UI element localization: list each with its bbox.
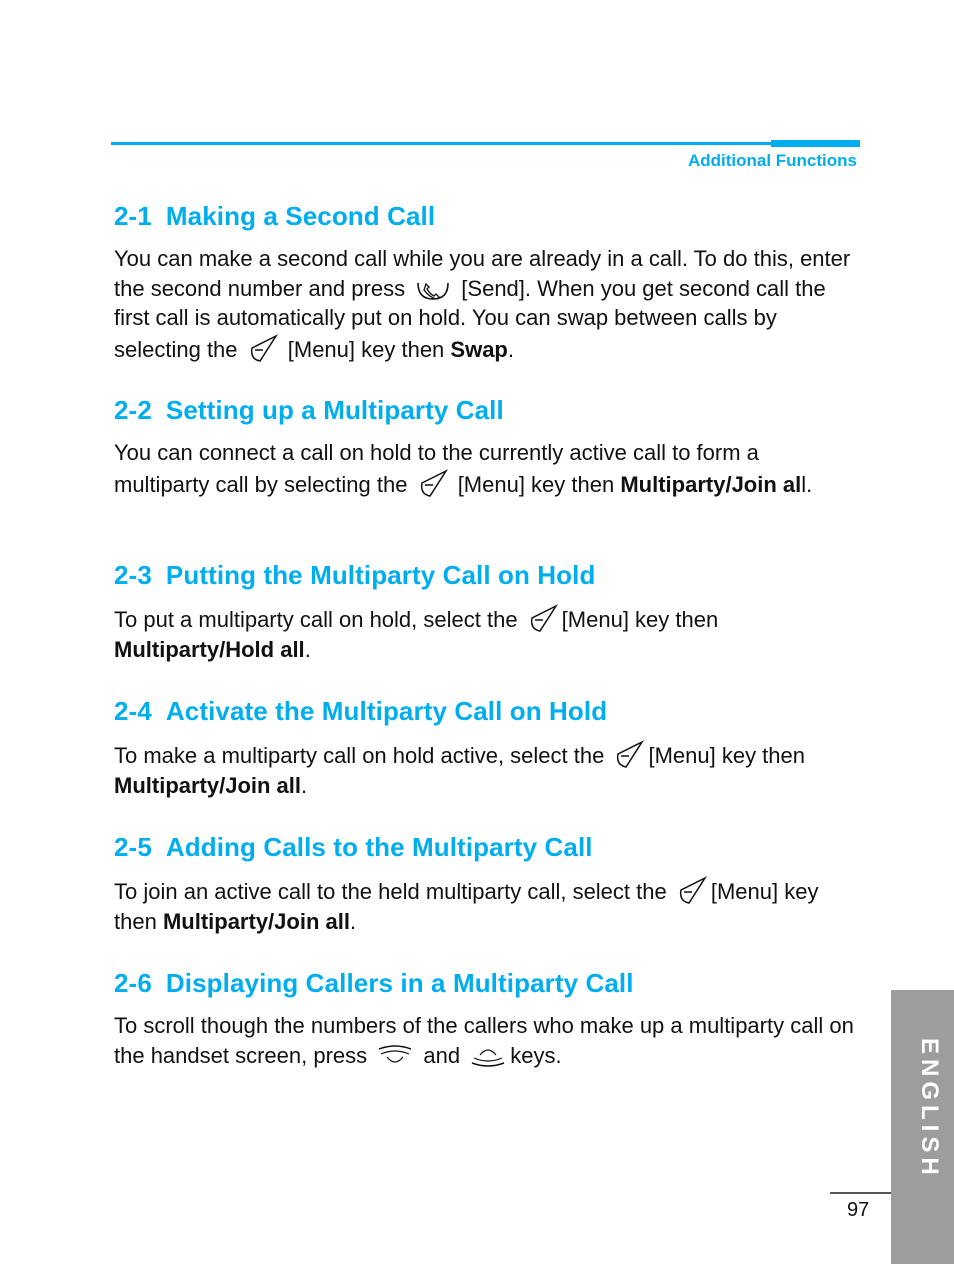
section-heading (114, 395, 854, 426)
menu-soft-key-icon (614, 739, 644, 769)
body-text: [Menu] key then (561, 607, 719, 632)
page-number-rule (830, 1192, 891, 1194)
section-body (114, 739, 854, 800)
body-text: To join an active call to the held multiparty call, select the (114, 879, 673, 904)
section-body (114, 438, 854, 499)
header-rule-accent (771, 140, 860, 147)
body-text: You can make a second call while you are already in a call. To do this, enter the second number and press (114, 246, 851, 301)
body-text: [Menu] key then (451, 471, 621, 497)
section-heading (114, 696, 854, 727)
section-body (114, 875, 854, 936)
section-title: Displaying Callers in a Multiparty Call (165, 968, 634, 998)
body-bold-text: Swap (450, 336, 508, 362)
page-number: 97 (847, 1199, 870, 1221)
body-bold-text: Multiparty/Join al (620, 471, 802, 497)
language-tab-label: ENGLISH (916, 1038, 943, 1180)
running-head: Additional Functions (687, 151, 857, 170)
section-body (114, 603, 854, 664)
body-text: . (301, 772, 308, 798)
section-title: Adding Calls to the Multiparty Call (165, 832, 593, 862)
section-title: Putting the Multiparty Call on Hold (165, 560, 596, 590)
nav-down-key-icon (470, 1043, 506, 1069)
section-number: 2-6 (114, 968, 152, 998)
body-text: [Menu] key then (281, 336, 451, 362)
section-multiparty-hold (114, 560, 854, 664)
menu-soft-key-icon (418, 468, 448, 498)
section-number: 2-4 (114, 696, 152, 726)
body-text: To scroll though the numbers of the callers who make up a multiparty call on the handset screen, press (114, 1013, 854, 1068)
nav-up-key-icon (377, 1043, 413, 1069)
section-heading (114, 968, 854, 999)
section-number: 2-1 (114, 201, 152, 231)
section-title: Setting up a Multiparty Call (165, 395, 504, 425)
section-adding-calls (114, 832, 854, 936)
language-tab (891, 990, 954, 1264)
section-making-second-call (114, 201, 854, 364)
section-number: 2-3 (114, 560, 152, 590)
menu-soft-key-icon (248, 333, 278, 363)
body-text: You can connect a call on hold to the currently active call to form a multiparty call by selecting the (114, 440, 759, 497)
section-activate-multiparty (114, 696, 854, 800)
section-displaying-callers (114, 968, 854, 1070)
body-bold-text: Multiparty/Hold all (114, 636, 305, 662)
body-text: . (349, 908, 357, 934)
body-text: To put a multiparty call on hold, select the (114, 607, 524, 632)
body-text: To make a multiparty call on hold active, select the (114, 743, 611, 768)
section-title: Activate the Multiparty Call on Hold (165, 696, 608, 726)
section-heading (114, 560, 854, 591)
header-rule (111, 142, 771, 145)
menu-soft-key-icon (677, 875, 707, 905)
send-key-icon (415, 278, 451, 302)
section-body (114, 1011, 854, 1070)
body-text: l. (801, 471, 813, 497)
section-body (114, 244, 854, 364)
body-text: . (507, 336, 514, 362)
section-title: Making a Second Call (165, 201, 436, 231)
section-number: 2-2 (114, 395, 152, 425)
body-text: [Menu] key then (114, 879, 819, 934)
body-text: [Send]. When you get second call the first call is automatically put on hold. You can swap between calls by selecting the (114, 275, 826, 362)
menu-soft-key-icon (528, 603, 558, 633)
section-heading (114, 832, 854, 863)
section-heading (114, 201, 854, 232)
body-text: . (304, 636, 311, 662)
section-number: 2-5 (114, 832, 152, 862)
section-multiparty-call (114, 395, 854, 499)
body-text: and (417, 1042, 467, 1068)
body-text: keys. (510, 1042, 562, 1068)
body-text: [Menu] key then (648, 743, 806, 768)
body-bold-text: Multiparty/Join all (114, 772, 302, 798)
body-bold-text: Multiparty/Join all (162, 908, 350, 934)
